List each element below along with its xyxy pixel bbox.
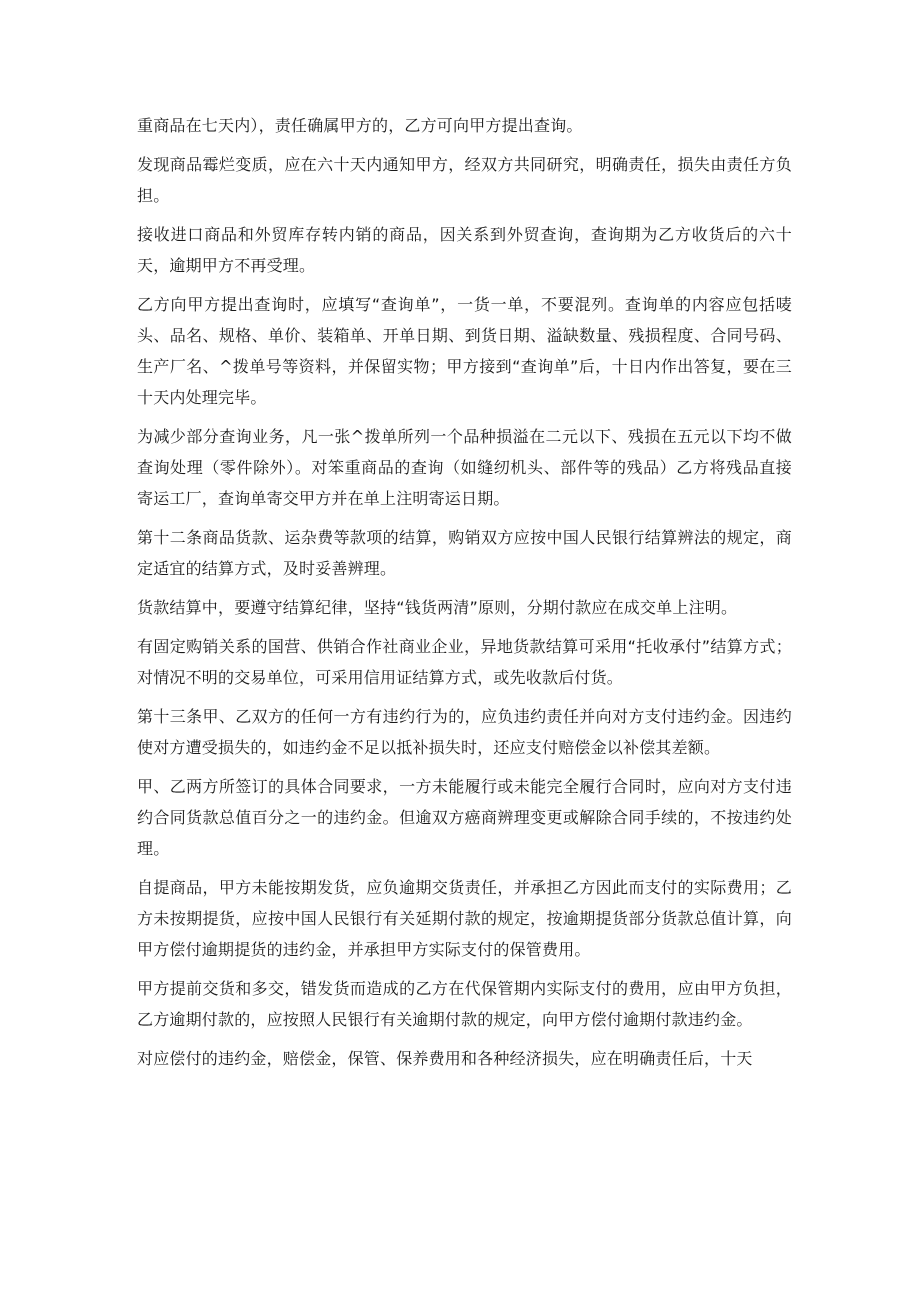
paragraph-6: 第十二条商品货款、运杂费等款项的结算，购销双方应按中国人民银行结算辨法的规定，商定适宜的结算方式，及时妥善辨理。 <box>137 528 792 578</box>
paragraph-11: 自提商品，甲方未能按期发货，应负逾期交货责任，并承担乙方因此而支付的实际费用；乙方未按期提货，应按中国人民银行有关延期付款的规定，按逾期提货部分货款总值计算，向甲方偿付逾期提货的违约金，并承担甲方实际支付的保管费用。 <box>137 878 792 959</box>
paragraph-10: 甲、乙两方所签订的具体合同要求，一方未能履行或未能完全履行合同时，应向对方支付违约合同货款总值百分之一的违约金。但逾双方癌商辨理变更或解除合同手续的，不按违约处理。 <box>137 777 792 858</box>
paragraph-4: 乙方向甲方提出查询时，应填写“查询单”，一货一单，不要混列。查询单的内容应包括唛头、品名、规格、单价、装箱单、开单日期、到货日期、溢缺数量、残损程度、合同号码、生产厂名、^拨单号等资料，并保留实物；甲方接到“查询单”后，十日内作出答复，要在三十天内处理完毕。 <box>137 295 792 407</box>
paragraph-12: 甲方提前交货和多交，错发货而造成的乙方在代保管期内实际支付的费用，应由甲方负担，乙方逾期付款的，应按照人民银行有关逾期付款的规定，向甲方偿付逾期付款违约金。 <box>137 979 792 1029</box>
document-page <box>137 110 792 1082</box>
paragraph-1: 重商品在七天内），责任确属甲方的，乙方可向甲方提出查询。 <box>137 116 583 135</box>
paragraph-5: 为减少部分查询业务，凡一张^拨单所列一个品种损溢在二元以下、残损在五元以下均不做查询处理（零件除外）。对笨重商品的查询（如缝纫机头、部件等的残品）乙方将残品直接寄运工厂，查询单寄交甲方并在单上注明寄运日期。 <box>137 427 792 508</box>
paragraph-8: 有固定购销关系的国营、供销合作社商业企业，异地货款结算可采用“托收承付”结算方式；对情况不明的交易单位，可采用信用证结算方式，或先收款后付货。 <box>137 637 792 687</box>
paragraph-2: 发现商品霉烂变质，应在六十天内通知甲方，经双方共同研究，明确责任，损失由责任方负担。 <box>137 155 792 205</box>
paragraph-13: 对应偿付的违约金，赔偿金，保管、保养费用和各种经济损失，应在明确责任后，十天 <box>137 1049 753 1068</box>
paragraph-3: 接收进口商品和外贸库存转内销的商品，因关系到外贸查询，查询期为乙方收货后的六十天，逾期甲方不再受理。 <box>137 225 792 275</box>
paragraph-7: 货款结算中，要遵守结算纪律，坚持“钱货两清”原则，分期付款应在成交单上注明。 <box>137 598 738 617</box>
paragraph-9: 第十三条甲、乙双方的任何一方有违约行为的，应负违约责任并向对方支付违约金。因违约使对方遭受损失的，如违约金不足以抵补损失时，还应支付赔偿金以补偿其差额。 <box>137 707 792 757</box>
